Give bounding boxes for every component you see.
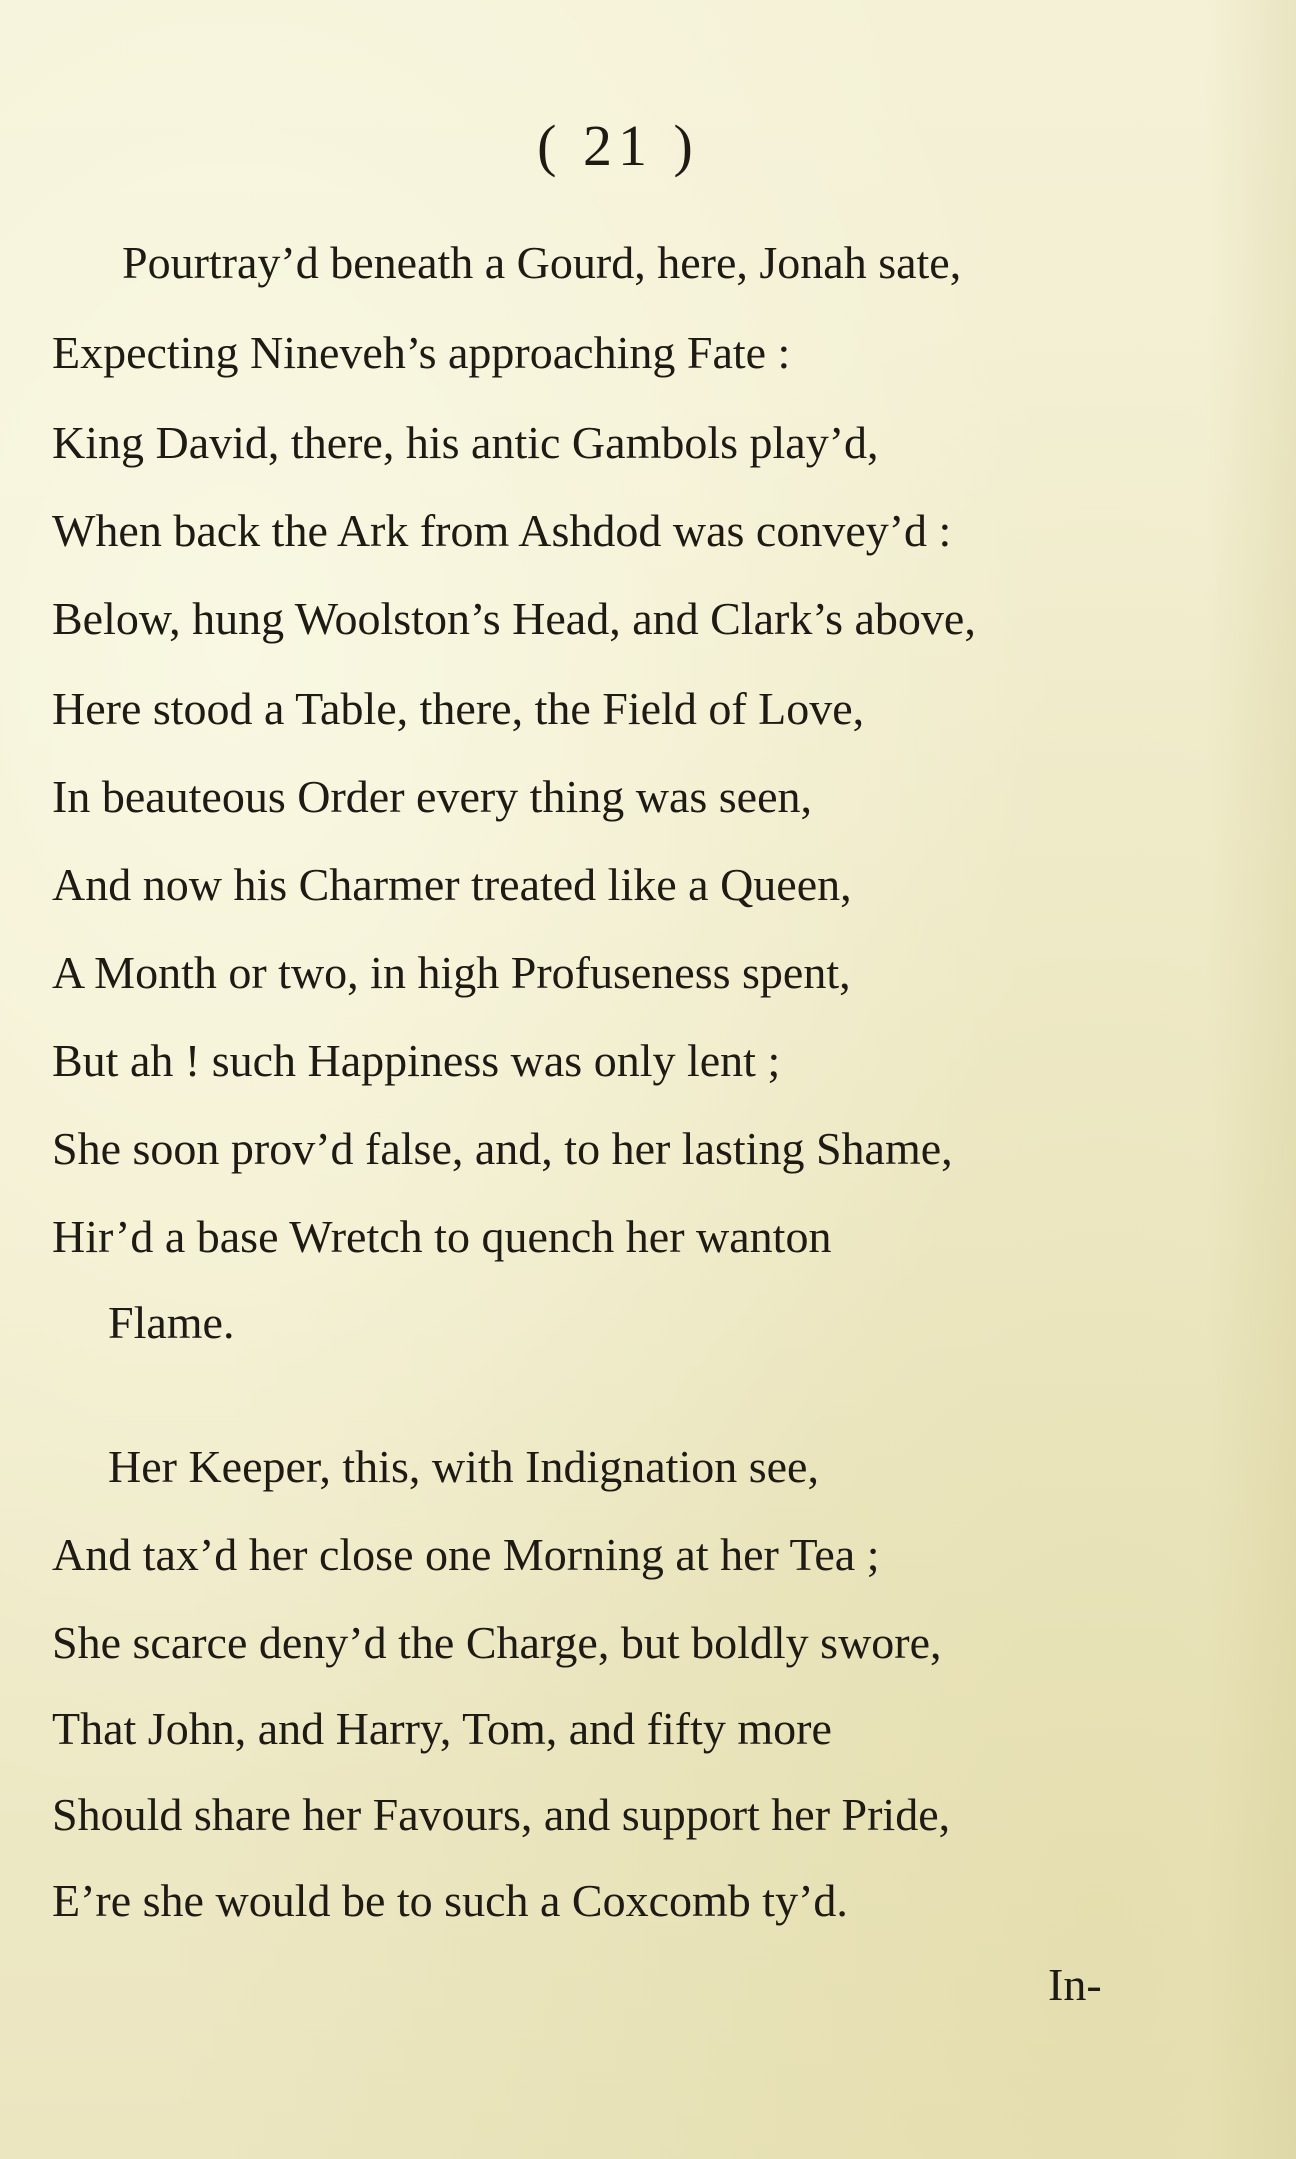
poem-line: And now his Charmer treated like a Queen, [52, 859, 852, 910]
poem-line: When back the Ark from Ashdod was convey’d : [52, 505, 952, 556]
poem-line: She soon prov’d false, and, to her lasting Shame, [52, 1123, 953, 1174]
page-number: ( 21 ) [537, 113, 699, 178]
poem-line: E’re she would be to such a Coxcomb ty’d. [52, 1875, 848, 1926]
poem-line: Hir’d a base Wretch to quench her wanton [52, 1211, 832, 1262]
poem-line: That John, and Harry, Tom, and fifty more [52, 1703, 832, 1754]
poem-line: Her Keeper, this, with Indignation see, [108, 1441, 819, 1492]
page-edge-shading [1206, 0, 1296, 2159]
poem-line: Expecting Nineveh’s approaching Fate : [52, 327, 791, 378]
poem-line: A Month or two, in high Profuseness spent, [52, 947, 851, 998]
poem-line: King David, there, his antic Gambols play’d, [52, 417, 879, 468]
poem-line: Flame. [108, 1297, 235, 1348]
poem-line: She scarce deny’d the Charge, but boldly swore, [52, 1617, 942, 1668]
poem-line: Pourtray’d beneath a Gourd, here, Jonah sate, [122, 237, 962, 288]
poem-line: And tax’d her close one Morning at her Tea ; [52, 1529, 880, 1580]
poem-line: But ah ! such Happiness was only lent ; [52, 1035, 781, 1086]
poem-line: Below, hung Woolston’s Head, and Clark’s above, [52, 593, 976, 644]
catchword: In- [1048, 1959, 1102, 2010]
poem-line: Should share her Favours, and support her Pride, [52, 1789, 951, 1840]
poem-line: Here stood a Table, there, the Field of Love, [52, 683, 865, 734]
poem-line: In beauteous Order every thing was seen, [52, 771, 813, 822]
